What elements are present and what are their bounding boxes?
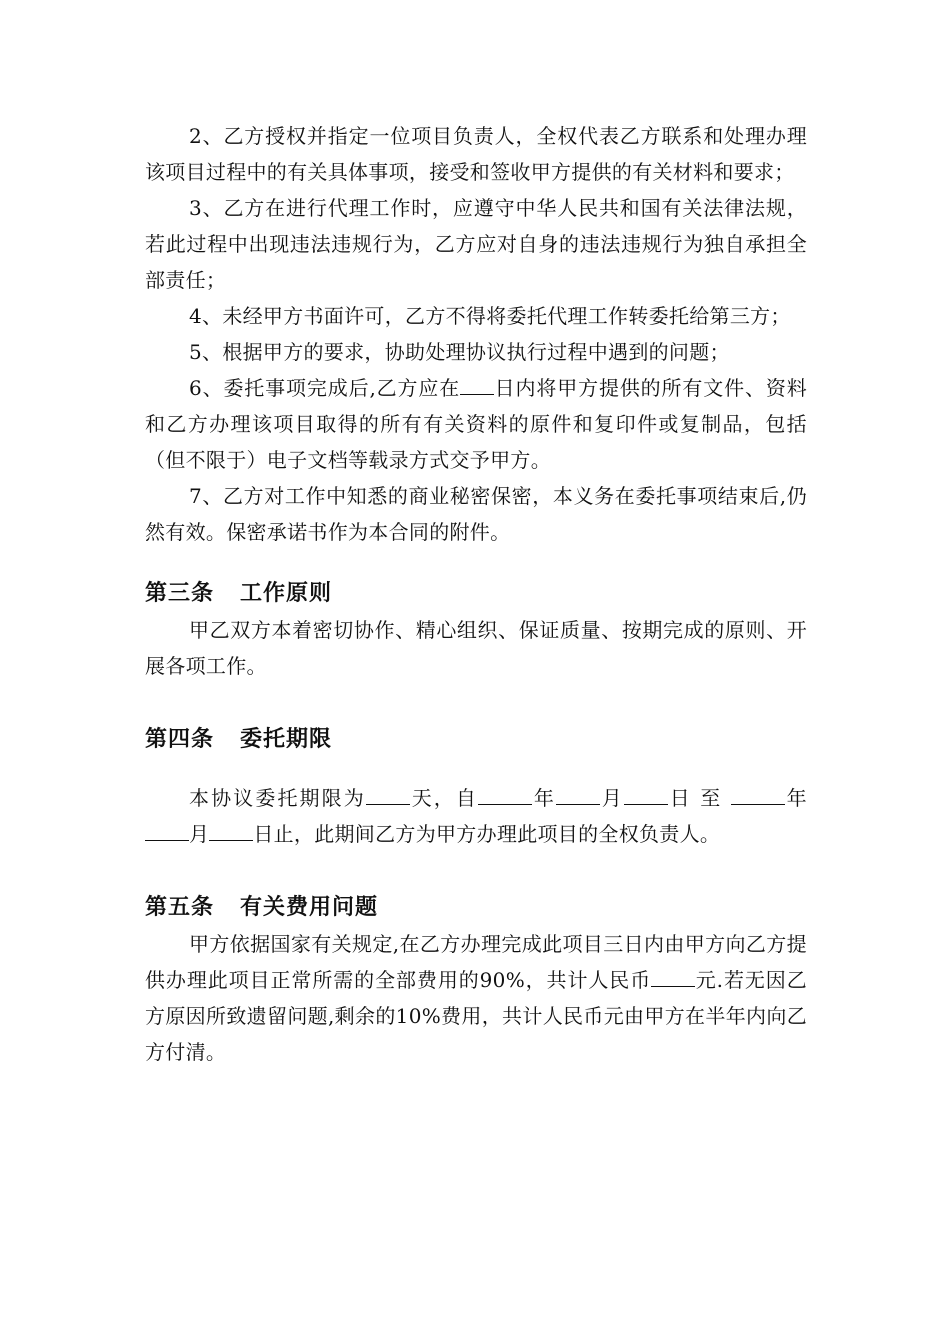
term-text-3: 年 [532,786,556,810]
fee-text-2: 元.若无因乙方原因所致遗留问题,剩余的10%费用，共计人民币元由甲方在半年内向乙方付清。 [145,968,807,1064]
fee-text-1: 甲方依据国家有关规定,在乙方办理完成此项目三日内由甲方向乙方提供办理此项目正常所需的全部费用的90%，共计人民币 [145,932,807,992]
clause-item-7: 7、乙方对工作中知悉的商业秘密保密，本义务在委托事项结束后,仍然有效。保密承诺书作为本合同的附件。 [145,484,807,544]
article-5-number: 第五条 [145,895,215,920]
article-4-body [145,780,807,852]
fee-amount-blank [651,964,695,987]
article-5-title: 有关费用问题 [240,895,379,920]
article-4-title: 委托期限 [240,727,333,752]
article-5-body [145,926,807,1070]
article-4-heading [145,722,807,758]
clause-item-4: 4、未经甲方书面许可，乙方不得将委托代理工作转委托给第三方； [189,304,791,328]
days-blank [460,372,494,395]
end-month-blank [145,818,189,841]
start-year-blank [478,782,532,805]
term-text-5: 日 至 [667,786,731,810]
clause-item-2: 2、乙方授权并指定一位项目负责人，全权代表乙方联系和处理办理该项目过程中的有关具体事项，接受和签收甲方提供的有关材料和要求； [145,124,807,184]
article-3-heading [145,576,807,612]
term-text-1: 本协议委托期限为 [189,786,366,810]
clause-item-5: 5、根据甲方的要求，协助处理协议执行过程中遇到的问题； [189,340,730,364]
start-month-blank [556,782,600,805]
article-3-number: 第三条 [145,581,215,606]
contract-page [145,118,807,1070]
term-text-6: 年 [784,786,807,810]
term-text-8: 日止，此期间乙方为甲方办理此项目的全权负责人。 [253,822,721,846]
end-day-blank [209,818,253,841]
start-day-blank [624,782,668,805]
article-5-heading [145,890,807,926]
term-text-7: 月 [189,822,210,846]
article-4-number: 第四条 [145,727,215,752]
term-days-blank [366,782,410,805]
clause-item-6 [145,370,807,478]
clause-item-6-text-end: 日内将甲方提供的所有文件、资料和乙方办理该项目取得的所有有关资料的原件和复印件或复制品，包括（但不限于）电子文档等载录方式交予甲方。 [145,376,807,472]
clause-item-6-text-start: 6、委托事项完成后,乙方应在 [189,376,461,400]
article-3-title: 工作原则 [240,581,333,606]
end-year-blank [731,782,785,805]
clause-item-3: 3、乙方在进行代理工作时，应遵守中华人民共和国有关法律法规，若此过程中出现违法违规行为，乙方应对自身的违法违规行为独自承担全部责任； [145,196,807,292]
term-text-2: 天，自 [409,786,479,810]
term-text-4: 月 [599,786,624,810]
article-3-body: 甲乙双方本着密切协作、精心组织、保证质量、按期完成的原则、开展各项工作。 [145,618,807,678]
